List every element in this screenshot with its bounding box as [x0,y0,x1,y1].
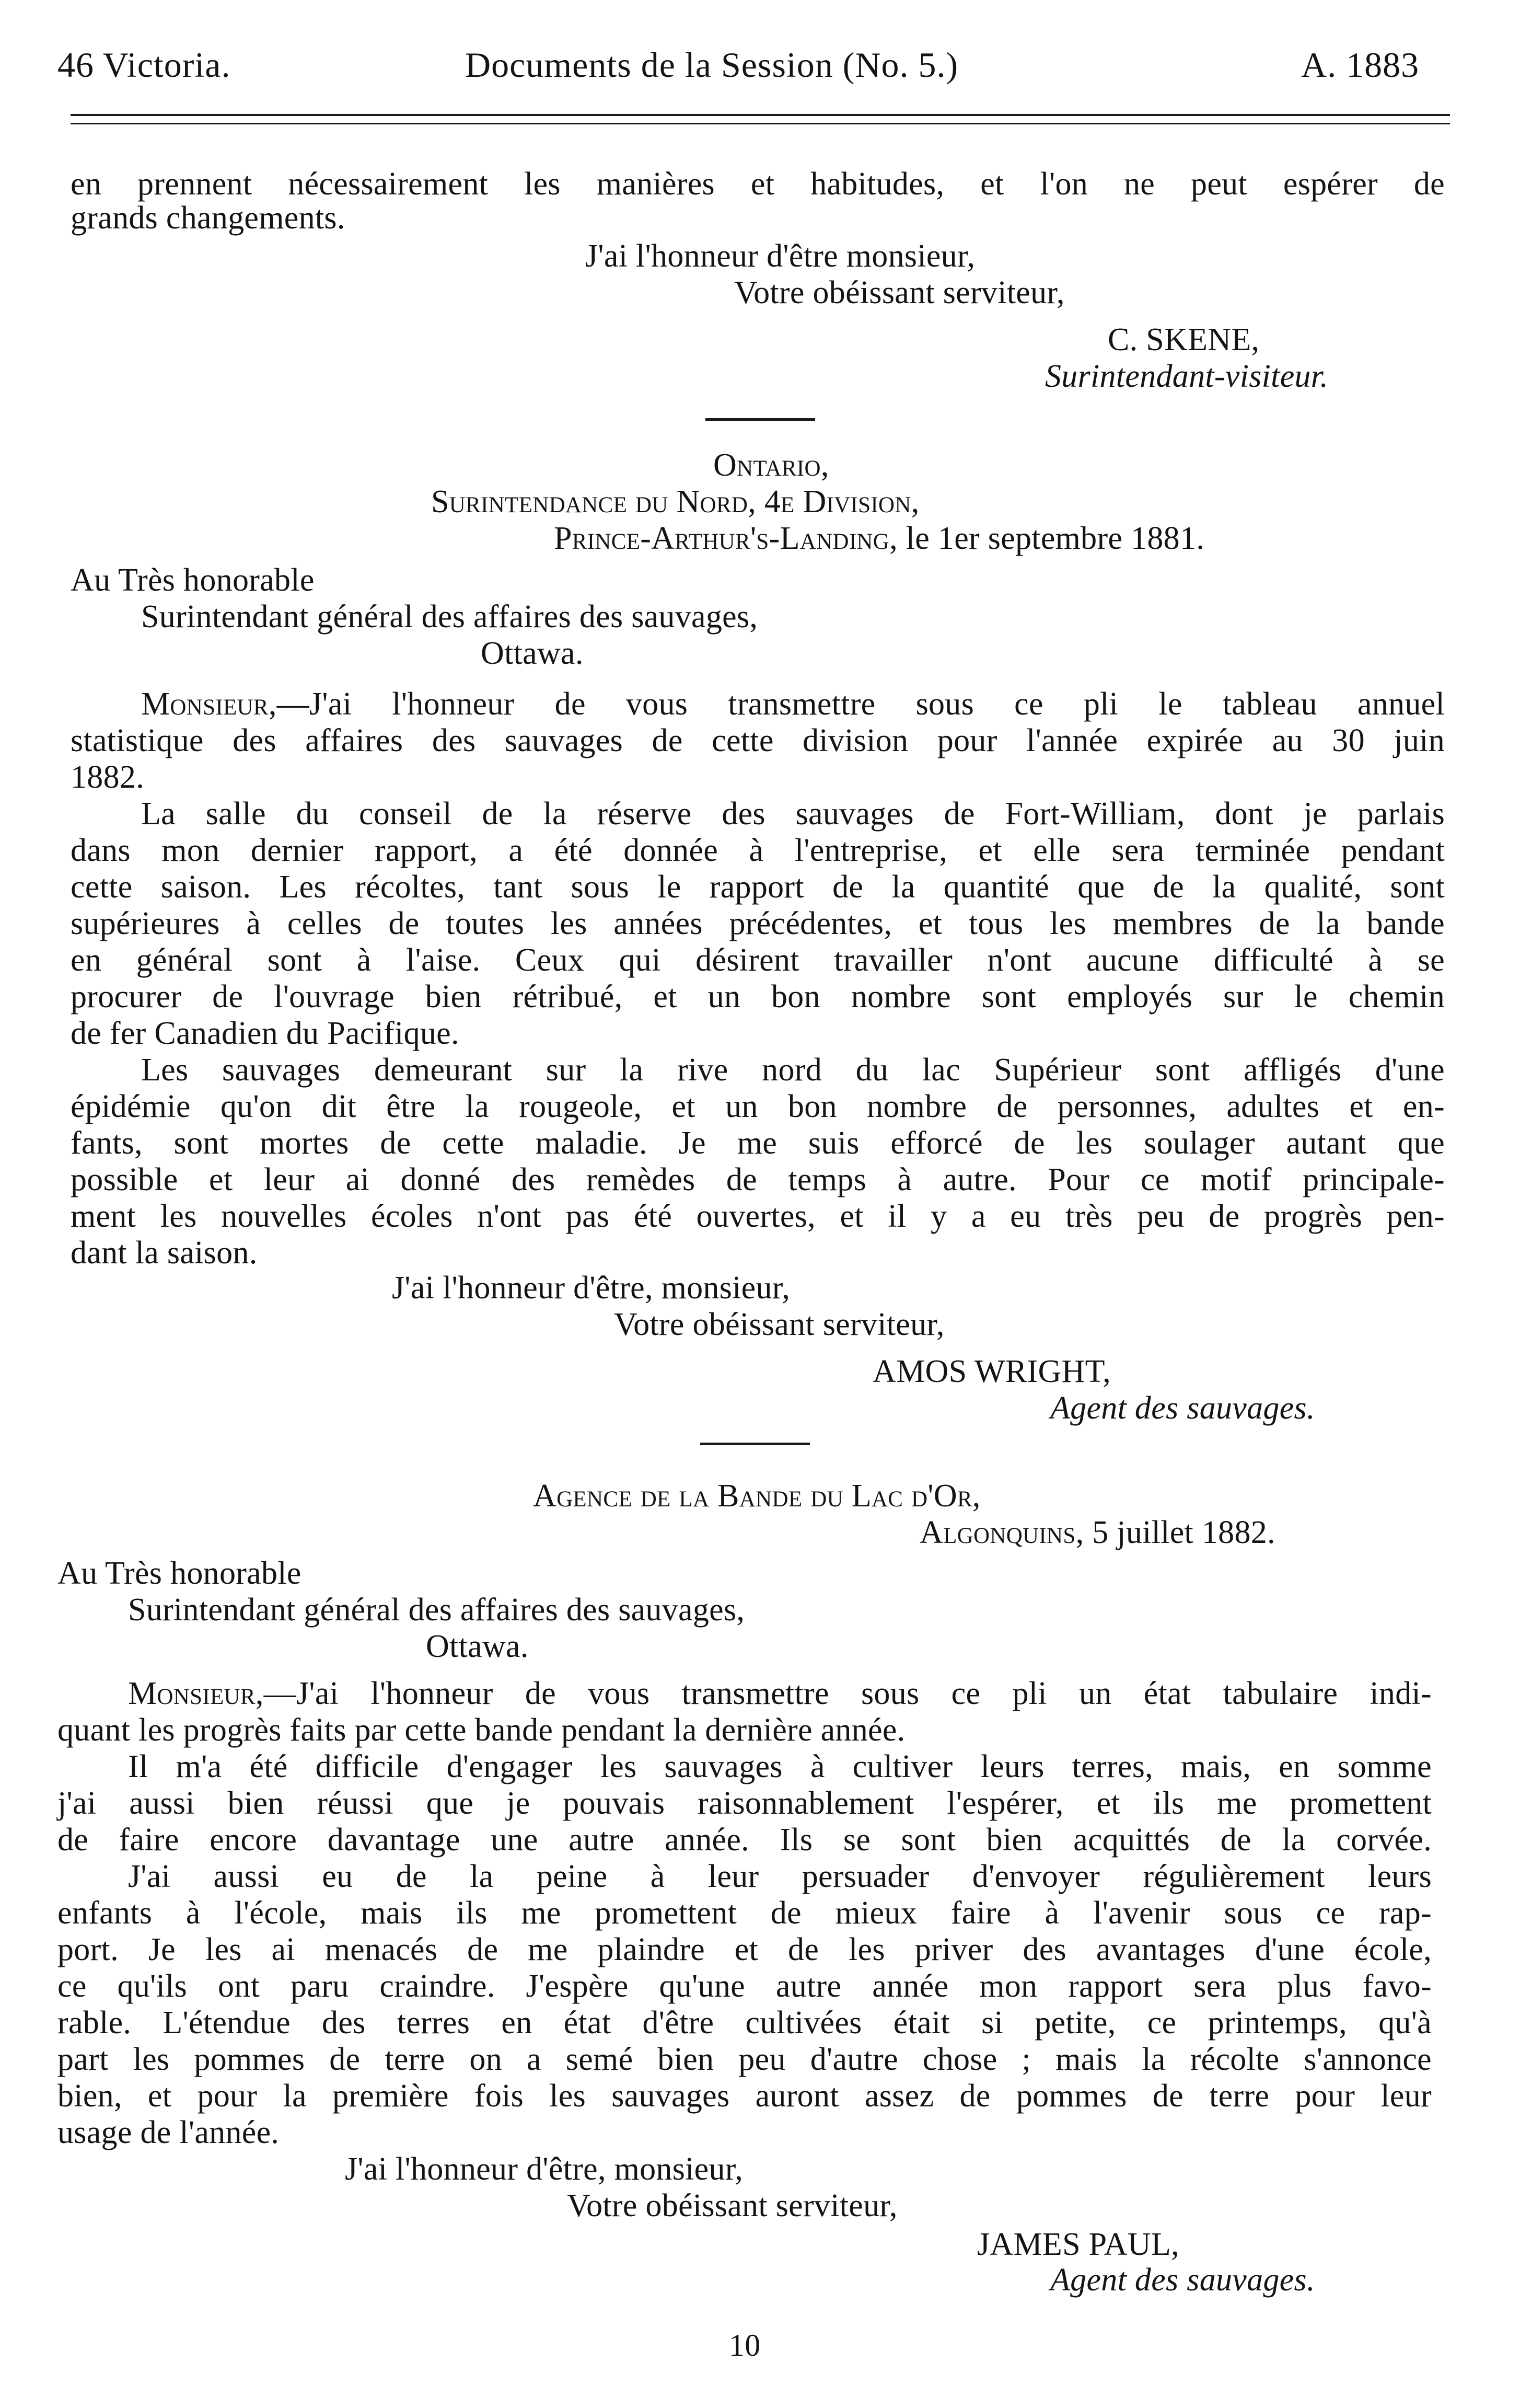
header-rule-bottom [71,123,1450,124]
header-right: A. 1883 [1301,45,1420,85]
letter2-paragraph-line: procurer de l'ouvrage bien rétribué, et un bon nombre sont employés sur le chemin [71,979,1445,1015]
letter2-address: Au Très honorable [71,562,315,598]
letter3-signature: JAMES PAUL, [977,2227,1179,2262]
letter3-place: Agence de la Bande du Lac d'Or, [533,1478,981,1514]
letter3-paragraph-line: part les pommes de terre on a semé bien peu d'autre chose ; mais la récolte s'annonce [57,2042,1432,2077]
letter2-paragraph-line: 1882. [71,759,144,795]
letter2-place: Surintendance du Nord, 4e Division, [431,484,920,520]
letter1-line: grands changements. [71,200,345,236]
section-divider [700,1443,810,1445]
letter3-closing: J'ai l'honneur d'être, monsieur, [345,2151,744,2187]
letter2-paragraph-line: statistique des affaires des sauvages de cette division pour l'année expirée au 30 juin [71,723,1445,758]
letter2-paragraph-line: ment les nouvelles écoles n'ont pas été ouvertes, et il y a eu très peu de progrès pen- [71,1199,1445,1234]
letter2-address: Ottawa. [481,636,584,671]
letter1-signer-title: Surintendant-visiteur. [1045,359,1329,394]
letter2-paragraph-line: La salle du conseil de la réserve des sauvages de Fort-William, dont je parlais [141,796,1445,832]
letter3-address: Au Très honorable [57,1556,301,1591]
letter3-address: Surintendant général des affaires des sauvages, [128,1592,745,1628]
letter2-address: Surintendant général des affaires des sauvages, [141,599,758,635]
letter2-paragraph-line: en général sont à l'aise. Ceux qui désirent travailler n'ont aucune difficulté à se [71,942,1445,978]
letter3-paragraph-line: bien, et pour la première fois les sauvages auront assez de pommes de terre pour leur [57,2078,1432,2114]
letter3-signer-title: Agent des sauvages. [1050,2262,1315,2298]
letter2-paragraph-line: possible et leur ai donné des remèdes de temps à autre. Pour ce motif principale- [71,1162,1445,1197]
letter3-paragraph-line: de faire encore davantage une autre année. Ils se sont bien acquittés de la corvée. [57,1822,1432,1858]
letter3-paragraph-line: rable. L'étendue des terres en état d'être cultivées était si petite, ce printemps, qu'à [57,2005,1432,2041]
letter3-paragraph-line: quant les progrès faits par cette bande pendant la dernière année. [57,1712,906,1748]
letter3-paragraph-line: port. Je les ai menacés de me plaindre et de les priver des avantages d'une école, [57,1932,1432,1967]
letter2-closing: Votre obéissant serviteur, [614,1307,945,1342]
letter2-paragraph-line: de fer Canadien du Pacifique. [71,1016,459,1051]
letter2-paragraph-line: Les sauvages demeurant sur la rive nord du lac Supérieur sont affligés d'une [141,1052,1445,1088]
letter2-paragraph-line: cette saison. Les récoltes, tant sous le rapport de la quantité que de la qualité, sont [71,869,1445,905]
letter2-signature: AMOS WRIGHT, [873,1354,1111,1389]
letter3-paragraph-line: ce qu'ils ont paru craindre. J'espère qu'une autre année mon rapport sera plus favo- [57,1968,1432,2004]
letter3-paragraph-line: J'ai aussi eu de la peine à leur persuader d'envoyer régulièrement leurs [128,1859,1432,1894]
letter1-closing: J'ai l'honneur d'être monsieur, [585,238,976,274]
letter2-signer-title: Agent des sauvages. [1050,1390,1315,1426]
letter3-paragraph-line: j'ai aussi bien réussi que je pouvais raisonnablement l'espérer, et ils me promettent [57,1785,1432,1821]
letter1-line: en prennent nécessairement les manières et habitudes, et l'on ne peut espérer de [71,166,1445,202]
letter2-paragraph-line: Monsieur,—J'ai l'honneur de vous transmettre sous ce pli le tableau annuel [141,686,1445,722]
letter2-paragraph-line: dans mon dernier rapport, a été donnée à l'entreprise, et elle sera terminée pendant [71,833,1445,868]
letter3-paragraph-line: enfants à l'école, mais ils me promettent de mieux faire à l'avenir sous ce rap- [57,1895,1432,1931]
letter2-closing: J'ai l'honneur d'être, monsieur, [392,1270,791,1306]
letter2-paragraph-line: épidémie qu'on dit être la rougeole, et un bon nombre de personnes, adultes et en- [71,1089,1445,1124]
header-rule-top [71,114,1450,116]
letter3-paragraph-line: Il m'a été difficile d'engager les sauvages à cultiver leurs terres, mais, en somme [128,1749,1432,1784]
letter2-place: Prince-Arthur's-Landing, le 1er septembre 1881. [554,521,1205,556]
section-divider [705,418,815,421]
letter3-place: Algonquins, 5 juillet 1882. [920,1515,1275,1550]
letter2-paragraph-line: fants, sont mortes de cette maladie. Je me suis efforcé de les soulager autant que [71,1125,1445,1161]
header-center: Documents de la Session (No. 5.) [465,45,959,85]
letter3-paragraph-line: Monsieur,—J'ai l'honneur de vous transmettre sous ce pli un état tabulaire indi- [128,1676,1432,1711]
letter1-closing: Votre obéissant serviteur, [734,275,1065,310]
letter3-closing: Votre obéissant serviteur, [567,2188,898,2223]
letter3-address: Ottawa. [426,1629,529,1664]
letter2-paragraph-line: supérieures à celles de toutes les années précédentes, et tous les membres de la bande [71,906,1445,941]
letter1-signature: C. SKENE, [1108,322,1260,358]
page-number: 10 [729,2328,761,2363]
letter2-place: Ontario, [713,447,829,483]
letter3-paragraph-line: usage de l'année. [57,2115,280,2150]
letter2-paragraph-line: dant la saison. [71,1235,258,1271]
header-left: 46 Victoria. [57,45,231,85]
